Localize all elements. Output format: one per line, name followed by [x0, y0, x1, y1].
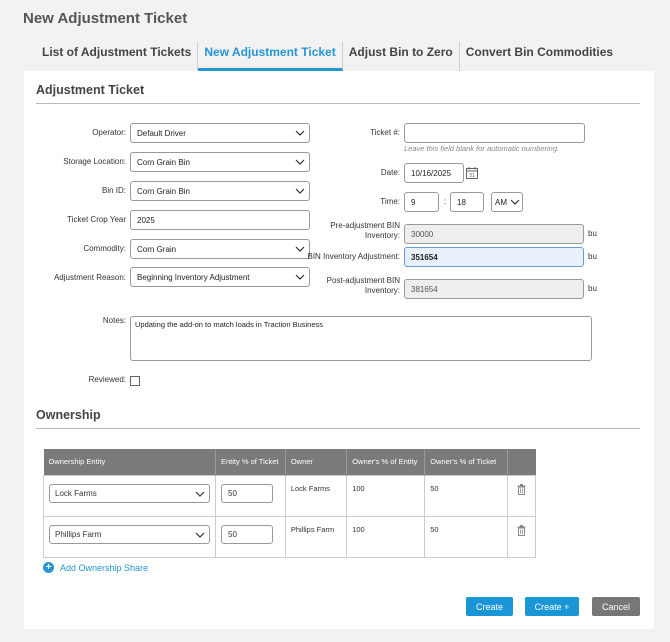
owner-pct-entity-cell: 100 [347, 516, 425, 557]
pre-inventory-label-line1: Pre-adjustment BIN [330, 221, 400, 230]
entity-pct-cell [216, 516, 286, 557]
plus-circle-icon: + [43, 562, 54, 573]
chevron-down-icon [195, 530, 205, 540]
tab-list-adjustment-tickets[interactable]: List of Adjustment Tickets [36, 42, 198, 71]
entity-pct-input[interactable] [221, 525, 273, 544]
tab-convert-bin-commodities[interactable]: Convert Bin Commodities [465, 45, 614, 59]
cancel-button[interactable]: Cancel [592, 597, 640, 616]
owner-cell: Phillips Farm [285, 516, 346, 557]
bin-adjustment-value: 351654 [411, 252, 438, 262]
tab-adjust-bin-to-zero[interactable]: Adjust Bin to Zero [343, 42, 460, 71]
ownership-entity-select[interactable] [49, 525, 210, 544]
owner-pct-ticket-cell: 50 [425, 516, 508, 557]
ownership-heading: Ownership [36, 408, 101, 422]
trash-icon[interactable] [517, 525, 526, 536]
storage-location-value: Corn Grain Bin [137, 157, 190, 167]
column-header [508, 449, 536, 475]
owner-pct-entity-cell: 100 [347, 475, 425, 516]
post-inventory-field [404, 279, 584, 299]
tab-new-adjustment-ticket[interactable]: New Adjustment Ticket [198, 42, 342, 71]
table-row [44, 516, 536, 557]
ownership-entity-select[interactable] [49, 484, 210, 503]
time-separator: : [443, 197, 447, 206]
chevron-down-icon [295, 186, 305, 196]
commodity-label: Commodity: [83, 244, 126, 253]
page-title: New Adjustment Ticket [23, 10, 188, 27]
tab-bar [36, 42, 619, 71]
time-hour-value: 9 [411, 197, 416, 207]
pre-inventory-label-line2: Inventory: [364, 231, 400, 240]
pre-inventory-value: 30000 [411, 229, 434, 239]
owner-pct-ticket-cell: 50 [425, 475, 508, 516]
chevron-down-icon [510, 197, 520, 207]
storage-location-select[interactable] [130, 152, 310, 172]
column-header: Entity % of Ticket [216, 449, 286, 475]
column-header: Owner's % of Ticket [425, 449, 508, 475]
storage-location-label: Storage Location: [63, 157, 126, 166]
time-minute-value: 18 [457, 197, 466, 207]
bin-adjustment-input[interactable] [404, 247, 584, 267]
post-inventory-label-line1: Post-adjustment BIN [326, 276, 400, 285]
notes-textarea[interactable] [130, 316, 592, 361]
add-ownership-share-button[interactable] [43, 562, 148, 573]
bin-id-value: Corn Grain Bin [137, 186, 190, 196]
create-button[interactable]: Create [466, 597, 513, 616]
ticket-number-label: Ticket #: [370, 128, 400, 137]
bin-id-label: Bin ID: [101, 186, 126, 195]
post-inventory-value: 381654 [411, 284, 438, 294]
owner-cell: Lock Farms [285, 475, 346, 516]
entity-pct-value: 50 [228, 529, 237, 539]
operator-label: Operator: [92, 128, 126, 137]
adjustment-ticket-heading: Adjustment Ticket [36, 83, 145, 97]
svg-text:31: 31 [468, 173, 476, 179]
time-ampm-select[interactable] [491, 192, 523, 212]
entity-cell [44, 475, 216, 516]
crop-year-value: 2025 [137, 215, 155, 225]
section-divider [36, 428, 640, 429]
ticket-number-hint: Leave this field blank for automatic numbering. [404, 144, 560, 153]
calendar-icon[interactable] [466, 167, 478, 179]
chevron-down-icon [195, 489, 205, 499]
entity-pct-cell [216, 475, 286, 516]
pre-inventory-label [280, 221, 400, 241]
bin-id-select[interactable] [130, 181, 310, 201]
notes-value: Updating the add-on to match loads in Traction Business [135, 320, 324, 329]
pre-inventory-unit: bu [588, 229, 597, 238]
table-header-row [44, 449, 536, 475]
time-ampm-value: AM [495, 197, 507, 207]
table-row [44, 475, 536, 516]
entity-value: Lock Farms [55, 488, 97, 498]
time-hour-input[interactable] [404, 192, 439, 212]
column-header: Ownership Entity [44, 449, 216, 475]
column-header: Owner [285, 449, 346, 475]
entity-cell [44, 516, 216, 557]
pre-inventory-field [404, 224, 584, 244]
reviewed-label: Reviewed: [88, 375, 126, 384]
delete-cell [508, 475, 536, 516]
column-header: Owner's % of Entity [347, 449, 425, 475]
chevron-down-icon [295, 157, 305, 167]
create-plus-button[interactable]: Create + [525, 597, 579, 616]
trash-icon[interactable] [517, 484, 526, 495]
operator-value: Default Driver [137, 128, 186, 138]
bin-adjustment-unit: bu [588, 252, 597, 261]
post-inventory-label-line2: Inventory: [364, 286, 400, 295]
commodity-value: Corn Grain [137, 244, 177, 254]
add-ownership-share-label: Add Ownership Share [60, 562, 149, 573]
operator-select[interactable] [130, 123, 310, 143]
date-input[interactable] [404, 163, 464, 183]
delete-cell [508, 516, 536, 557]
ownership-table [43, 449, 536, 558]
adjustment-reason-label: Adjustment Reason: [53, 273, 126, 282]
section-divider [36, 103, 640, 104]
adjustment-reason-value: Beginning Inventory Adjustment [137, 272, 250, 282]
post-inventory-label [280, 276, 400, 296]
ticket-number-input[interactable] [404, 123, 585, 143]
post-inventory-unit: bu [588, 284, 597, 293]
bin-adjustment-label: BIN Inventory Adjustment: [307, 252, 400, 261]
form-panel [24, 71, 654, 629]
entity-pct-value: 50 [228, 488, 237, 498]
crop-year-label: Ticket Crop Year [67, 215, 126, 224]
entity-pct-input[interactable] [221, 484, 273, 503]
reviewed-checkbox[interactable] [130, 376, 140, 386]
time-label: Time: [380, 197, 400, 206]
time-minute-input[interactable] [450, 192, 484, 212]
notes-label: Notes: [102, 316, 126, 325]
entity-value: Phillips Farm [55, 529, 102, 539]
date-label: Date: [380, 168, 400, 177]
date-value: 10/16/2025 [411, 168, 452, 178]
